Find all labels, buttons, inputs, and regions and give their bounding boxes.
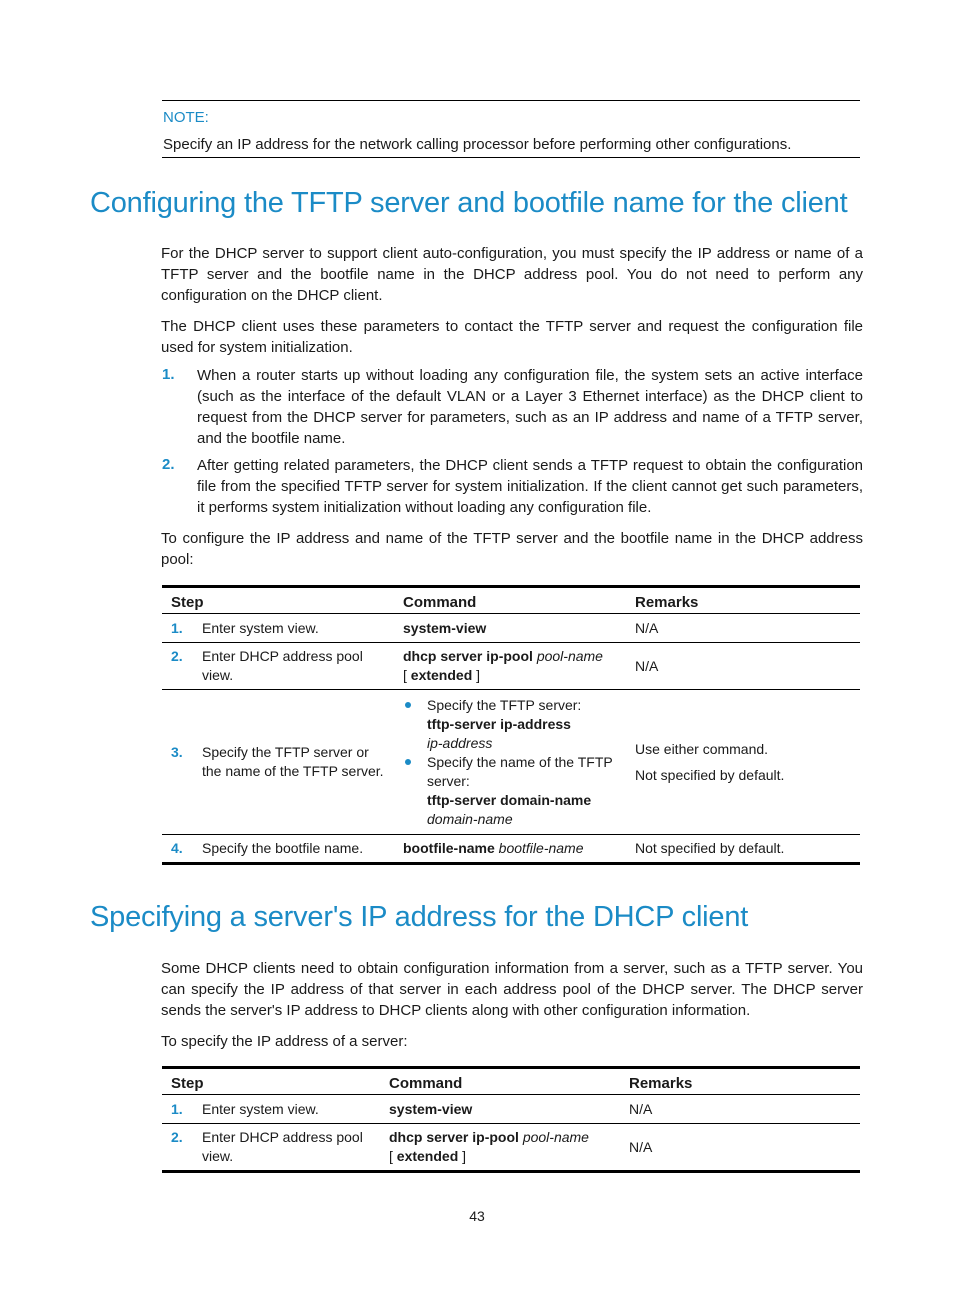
command-argument: pool-name (536, 648, 603, 664)
step-cell (162, 643, 394, 690)
step-number: 4. (171, 840, 183, 856)
bullet-icon (405, 702, 411, 708)
command-keyword: system-view (389, 1100, 473, 1117)
section1-para1: For the DHCP server to support client auto-configuration, you must specify the IP address or name of a TFTP server and the bootfile name in the DHCP address pool. You do not need to perform any configuration on the DHCP client. (161, 245, 863, 304)
section1-para2: The DHCP client uses these parameters to contact the TFTP server and request the configuration file used for system initialization. (161, 318, 863, 356)
col-header-command: Command (380, 1068, 620, 1095)
table-row (162, 1124, 860, 1172)
section2-para1: Some DHCP clients need to obtain configuration information from a server, such as a TFTP server. You can specify the IP address of that server in each address pool of the DHCP server. The DHCP server sends the server's IP address to DHCP clients along with other configuration information. (161, 960, 863, 1019)
col-header-step: Step (162, 587, 394, 614)
table-row (162, 835, 860, 864)
option-label: Specify the TFTP server: (427, 696, 582, 713)
remarks-cell (626, 690, 860, 835)
col-header-remarks: Remarks (620, 1068, 860, 1095)
table-row (162, 643, 860, 690)
section-heading-server-ip: Specifying a server's IP address for the DHCP client (90, 901, 749, 933)
option-label: Specify the name of the TFTP server: (427, 753, 613, 789)
command-cell (394, 835, 626, 864)
remarks-cell: Not specified by default. (626, 835, 860, 864)
step-description: Specify the TFTP server or the name of the TFTP server. (202, 744, 384, 779)
optional-close-bracket: ] (476, 667, 481, 683)
remarks-cell: N/A (626, 614, 860, 643)
note-label: NOTE: (163, 109, 209, 126)
command-keyword: tftp-server domain-name (427, 791, 592, 808)
remarks-cell: N/A (620, 1095, 860, 1124)
command-keyword: tftp-server ip-address (427, 715, 571, 732)
step-cell (162, 614, 394, 643)
note-box (162, 100, 860, 158)
remarks-line: Not specified by default. (635, 766, 785, 783)
step-description: Enter DHCP address pool view. (202, 1129, 363, 1164)
config-table-tftp (162, 585, 860, 865)
col-header-remarks: Remarks (626, 587, 860, 614)
command-cell (394, 614, 626, 643)
step-cell (162, 1124, 380, 1172)
config-table-server-ip (162, 1066, 860, 1173)
table-row (162, 1095, 860, 1124)
list-item (403, 696, 618, 753)
optional-close-bracket: ] (462, 1148, 467, 1164)
col-header-step: Step (162, 1068, 380, 1095)
table-header-row (162, 1068, 860, 1095)
step-description: Enter DHCP address pool view. (202, 648, 363, 683)
table-row (162, 690, 860, 835)
step-number: 3. (171, 744, 183, 760)
step-description: Enter system view. (202, 619, 319, 636)
command-cell (380, 1095, 620, 1124)
page-number: 43 (469, 1208, 485, 1224)
step-cell (162, 835, 394, 864)
optional-open-bracket: [ (403, 667, 407, 683)
step-cell (162, 690, 394, 835)
optional-open-bracket: [ (389, 1148, 393, 1164)
command-keyword: extended (396, 1148, 459, 1164)
step-number: 1. (171, 1100, 183, 1117)
step-description: Enter system view. (202, 1100, 319, 1117)
step-number: 1. (171, 619, 183, 636)
step-number: 2. (171, 648, 183, 664)
remarks-line: Use either command. (635, 740, 769, 757)
step-number: 2. (171, 1129, 183, 1145)
command-cell (394, 643, 626, 690)
step-description: Specify the bootfile name. (202, 840, 364, 856)
list-item (403, 753, 618, 829)
bullet-icon (405, 759, 411, 765)
col-header-command: Command (394, 587, 626, 614)
command-keyword: bootfile-name (403, 840, 495, 856)
table-row (162, 614, 860, 643)
command-keyword: extended (410, 667, 473, 683)
section1-para3: To configure the IP address and name of the TFTP server and the bootfile name in the DHCP address pool: (161, 530, 863, 568)
list-item-text: When a router starts up without loading any configuration file, the system sets an active interface (such as the interface of the default VLAN or a Layer 3 Ethernet interface) as the DHCP client to request from the DHCP server for parameters, such as an IP address and name of a TFTP server, and the bootfile name. (197, 367, 863, 447)
command-keyword: dhcp server ip-pool (403, 648, 533, 664)
step-cell (162, 1095, 380, 1124)
command-cell (380, 1124, 620, 1172)
command-argument: pool-name (522, 1129, 589, 1145)
command-argument: domain-name (427, 810, 513, 827)
note-text: Specify an IP address for the network calling processor before performing other configurations. (163, 136, 792, 153)
list-item-text: After getting related parameters, the DHCP client sends a TFTP request to obtain the configuration file from the specified TFTP server for system initialization. If the client cannot get such parameters, it performs system initialization without loading any configuration file. (197, 457, 863, 516)
table-header-row (162, 587, 860, 614)
list-item-number: 2. (162, 456, 175, 473)
command-keyword: dhcp server ip-pool (389, 1129, 519, 1145)
command-options-list (403, 696, 618, 829)
section2-para2: To specify the IP address of a server: (161, 1033, 408, 1050)
command-argument: bootfile-name (498, 840, 584, 856)
command-keyword: system-view (403, 619, 487, 636)
command-cell (394, 690, 626, 835)
command-argument: ip-address (427, 734, 493, 751)
remarks-cell: N/A (620, 1124, 860, 1172)
list-item-number: 1. (162, 366, 175, 383)
section-heading-tftp: Configuring the TFTP server and bootfile name for the client (90, 187, 848, 219)
remarks-cell: N/A (626, 643, 860, 690)
